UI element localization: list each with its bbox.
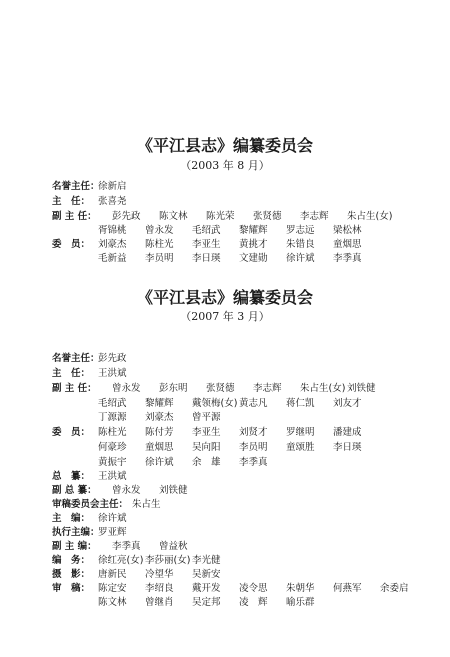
member-row bbox=[0, 470, 450, 484]
member-name: 王洪斌 bbox=[98, 368, 127, 379]
member-row bbox=[0, 252, 450, 266]
member-name: 李光健 bbox=[192, 555, 221, 566]
member-name: 凌令思 bbox=[239, 583, 268, 594]
member-name: 黄振宇 bbox=[98, 457, 127, 468]
member-row bbox=[0, 568, 450, 582]
member-name: 张贤德 bbox=[253, 211, 282, 222]
member-name: 梁松林 bbox=[333, 225, 362, 236]
member-name: 刘友才 bbox=[333, 398, 362, 409]
member-name: 胥锦桃 bbox=[98, 225, 127, 236]
role-label: 摄 影： bbox=[52, 569, 91, 580]
member-name: 曾永发 bbox=[112, 383, 141, 394]
member-name: 朱错良 bbox=[286, 239, 315, 250]
member-name: 余 雄 bbox=[192, 457, 221, 468]
member-name: 徐红亮(女) bbox=[98, 555, 144, 566]
member-name: 陈文林 bbox=[159, 211, 188, 222]
member-row bbox=[0, 397, 450, 411]
member-name: 徐新启 bbox=[98, 181, 127, 192]
member-name: 毛新益 bbox=[98, 253, 127, 264]
member-name: 李亚生 bbox=[192, 239, 221, 250]
member-row bbox=[0, 382, 450, 396]
role-label: 副 主 任： bbox=[52, 211, 97, 222]
member-name: 彭东明 bbox=[159, 383, 188, 394]
member-name: 罗继明 bbox=[286, 427, 315, 438]
member-name: 曾永发 bbox=[145, 225, 174, 236]
member-row bbox=[0, 367, 450, 381]
member-name: 王洪斌 bbox=[98, 471, 127, 482]
member-name: 毛绍武 bbox=[192, 225, 221, 236]
member-name: 黄挑才 bbox=[239, 239, 268, 250]
member-name: 张喜尧 bbox=[98, 196, 127, 207]
role-label: 主 任： bbox=[52, 368, 91, 379]
member-row bbox=[0, 554, 450, 568]
member-row bbox=[0, 512, 450, 526]
member-name: 何豪珍 bbox=[98, 442, 127, 453]
member-name: 李日瑛 bbox=[192, 253, 221, 264]
member-name: 李志辉 bbox=[253, 383, 282, 394]
member-name: 李季真 bbox=[333, 253, 362, 264]
member-name: 朱占生(女) bbox=[300, 383, 346, 394]
member-name: 黎耀辉 bbox=[145, 398, 174, 409]
member-name: 冷望华 bbox=[145, 569, 174, 580]
member-name: 李志辉 bbox=[300, 211, 329, 222]
member-name: 陈付芳 bbox=[145, 427, 174, 438]
member-name: 吴定邦 bbox=[192, 597, 221, 608]
member-name: 李日瑛 bbox=[333, 442, 362, 453]
member-row bbox=[0, 540, 450, 554]
member-name: 刘贤才 bbox=[239, 427, 268, 438]
role-label: 编 务： bbox=[52, 555, 91, 566]
member-name: 何燕军 bbox=[333, 583, 362, 594]
member-name: 陈文林 bbox=[98, 597, 127, 608]
role-label: 名誉主任： bbox=[52, 181, 100, 192]
member-name: 朱朝华 bbox=[286, 583, 315, 594]
role-label: 副 总 纂： bbox=[52, 485, 97, 496]
member-name: 罗亚辉 bbox=[98, 527, 127, 538]
member-name: 余委启 bbox=[380, 583, 409, 594]
member-name: 戴开发 bbox=[192, 583, 221, 594]
member-name: 李员明 bbox=[145, 253, 174, 264]
role-label: 委 员： bbox=[52, 427, 91, 438]
committee-date-2003: （2003 年 8 月） bbox=[180, 159, 270, 172]
role-label: 总 纂： bbox=[52, 471, 91, 482]
member-name: 蒋仁凯 bbox=[286, 398, 315, 409]
committee-title-2003: 《平江县志》编纂委员会 bbox=[136, 136, 313, 155]
member-name: 吴新安 bbox=[192, 569, 221, 580]
member-name: 朱占生 bbox=[132, 499, 161, 510]
role-label: 执行主编： bbox=[52, 527, 100, 538]
member-name: 李季真 bbox=[239, 457, 268, 468]
member-row bbox=[0, 210, 450, 224]
member-name: 刘豪杰 bbox=[145, 412, 174, 423]
member-row bbox=[0, 596, 450, 610]
member-row bbox=[0, 411, 450, 425]
member-name: 戴领梅(女) bbox=[192, 398, 238, 409]
member-row bbox=[0, 456, 450, 470]
member-row bbox=[0, 352, 450, 366]
member-name: 徐许斌 bbox=[286, 253, 315, 264]
member-name: 曾永发 bbox=[112, 485, 141, 496]
member-row bbox=[0, 484, 450, 498]
member-name: 李绍良 bbox=[145, 583, 174, 594]
member-name: 唐新民 bbox=[98, 569, 127, 580]
member-row bbox=[0, 238, 450, 252]
member-row bbox=[0, 180, 450, 194]
role-label: 委 员： bbox=[52, 239, 91, 250]
member-name: 刘铁健 bbox=[347, 383, 376, 394]
committee-title-2007: 《平江县志》编纂委员会 bbox=[136, 288, 313, 307]
member-name: 刘豪杰 bbox=[98, 239, 127, 250]
role-label: 主 编： bbox=[52, 513, 91, 524]
member-name: 陈定安 bbox=[98, 583, 127, 594]
member-name: 李亚生 bbox=[192, 427, 221, 438]
member-name: 毛绍武 bbox=[98, 398, 127, 409]
role-label: 主 任： bbox=[52, 196, 91, 207]
member-name: 黄志凡 bbox=[239, 398, 268, 409]
member-name: 李莎丽(女) bbox=[145, 555, 191, 566]
member-name: 徐许斌 bbox=[98, 513, 127, 524]
member-name: 黎耀辉 bbox=[239, 225, 268, 236]
role-label: 审 稿： bbox=[52, 583, 91, 594]
member-name: 童烟思 bbox=[333, 239, 362, 250]
role-label: 审稿委员会主任： bbox=[52, 499, 129, 510]
member-name: 陈柱光 bbox=[98, 427, 127, 438]
member-name: 李员明 bbox=[239, 442, 268, 453]
member-name: 潘建成 bbox=[333, 427, 362, 438]
committee-date-2007: （2007 年 3 月） bbox=[180, 310, 270, 323]
member-row bbox=[0, 498, 450, 512]
member-name: 刘铁健 bbox=[159, 485, 188, 496]
member-name: 陈柱光 bbox=[145, 239, 174, 250]
member-name: 喻乐群 bbox=[286, 597, 315, 608]
member-name: 曾平源 bbox=[192, 412, 221, 423]
member-name: 罗志远 bbox=[286, 225, 315, 236]
member-row bbox=[0, 195, 450, 209]
member-row bbox=[0, 526, 450, 540]
member-name: 李季真 bbox=[112, 541, 141, 552]
member-name: 童颂胜 bbox=[286, 442, 315, 453]
member-name: 凌 辉 bbox=[239, 597, 268, 608]
member-row bbox=[0, 426, 450, 440]
member-name: 张贤德 bbox=[206, 383, 235, 394]
member-row bbox=[0, 224, 450, 238]
member-name: 曾益秋 bbox=[159, 541, 188, 552]
member-name: 陈光荣 bbox=[206, 211, 235, 222]
member-name: 吴向阳 bbox=[192, 442, 221, 453]
member-name: 文建勋 bbox=[239, 253, 268, 264]
role-label: 名誉主任： bbox=[52, 353, 100, 364]
member-name: 徐许斌 bbox=[145, 457, 174, 468]
member-name: 童烟思 bbox=[145, 442, 174, 453]
member-name: 彭先政 bbox=[98, 353, 127, 364]
member-row bbox=[0, 441, 450, 455]
role-label: 副 主 任： bbox=[52, 383, 97, 394]
member-row bbox=[0, 582, 450, 596]
member-name: 曾继肖 bbox=[145, 597, 174, 608]
member-name: 彭先政 bbox=[112, 211, 141, 222]
member-name: 朱占生(女) bbox=[347, 211, 393, 222]
member-name: 丁源源 bbox=[98, 412, 127, 423]
role-label: 副 主 编： bbox=[52, 541, 97, 552]
